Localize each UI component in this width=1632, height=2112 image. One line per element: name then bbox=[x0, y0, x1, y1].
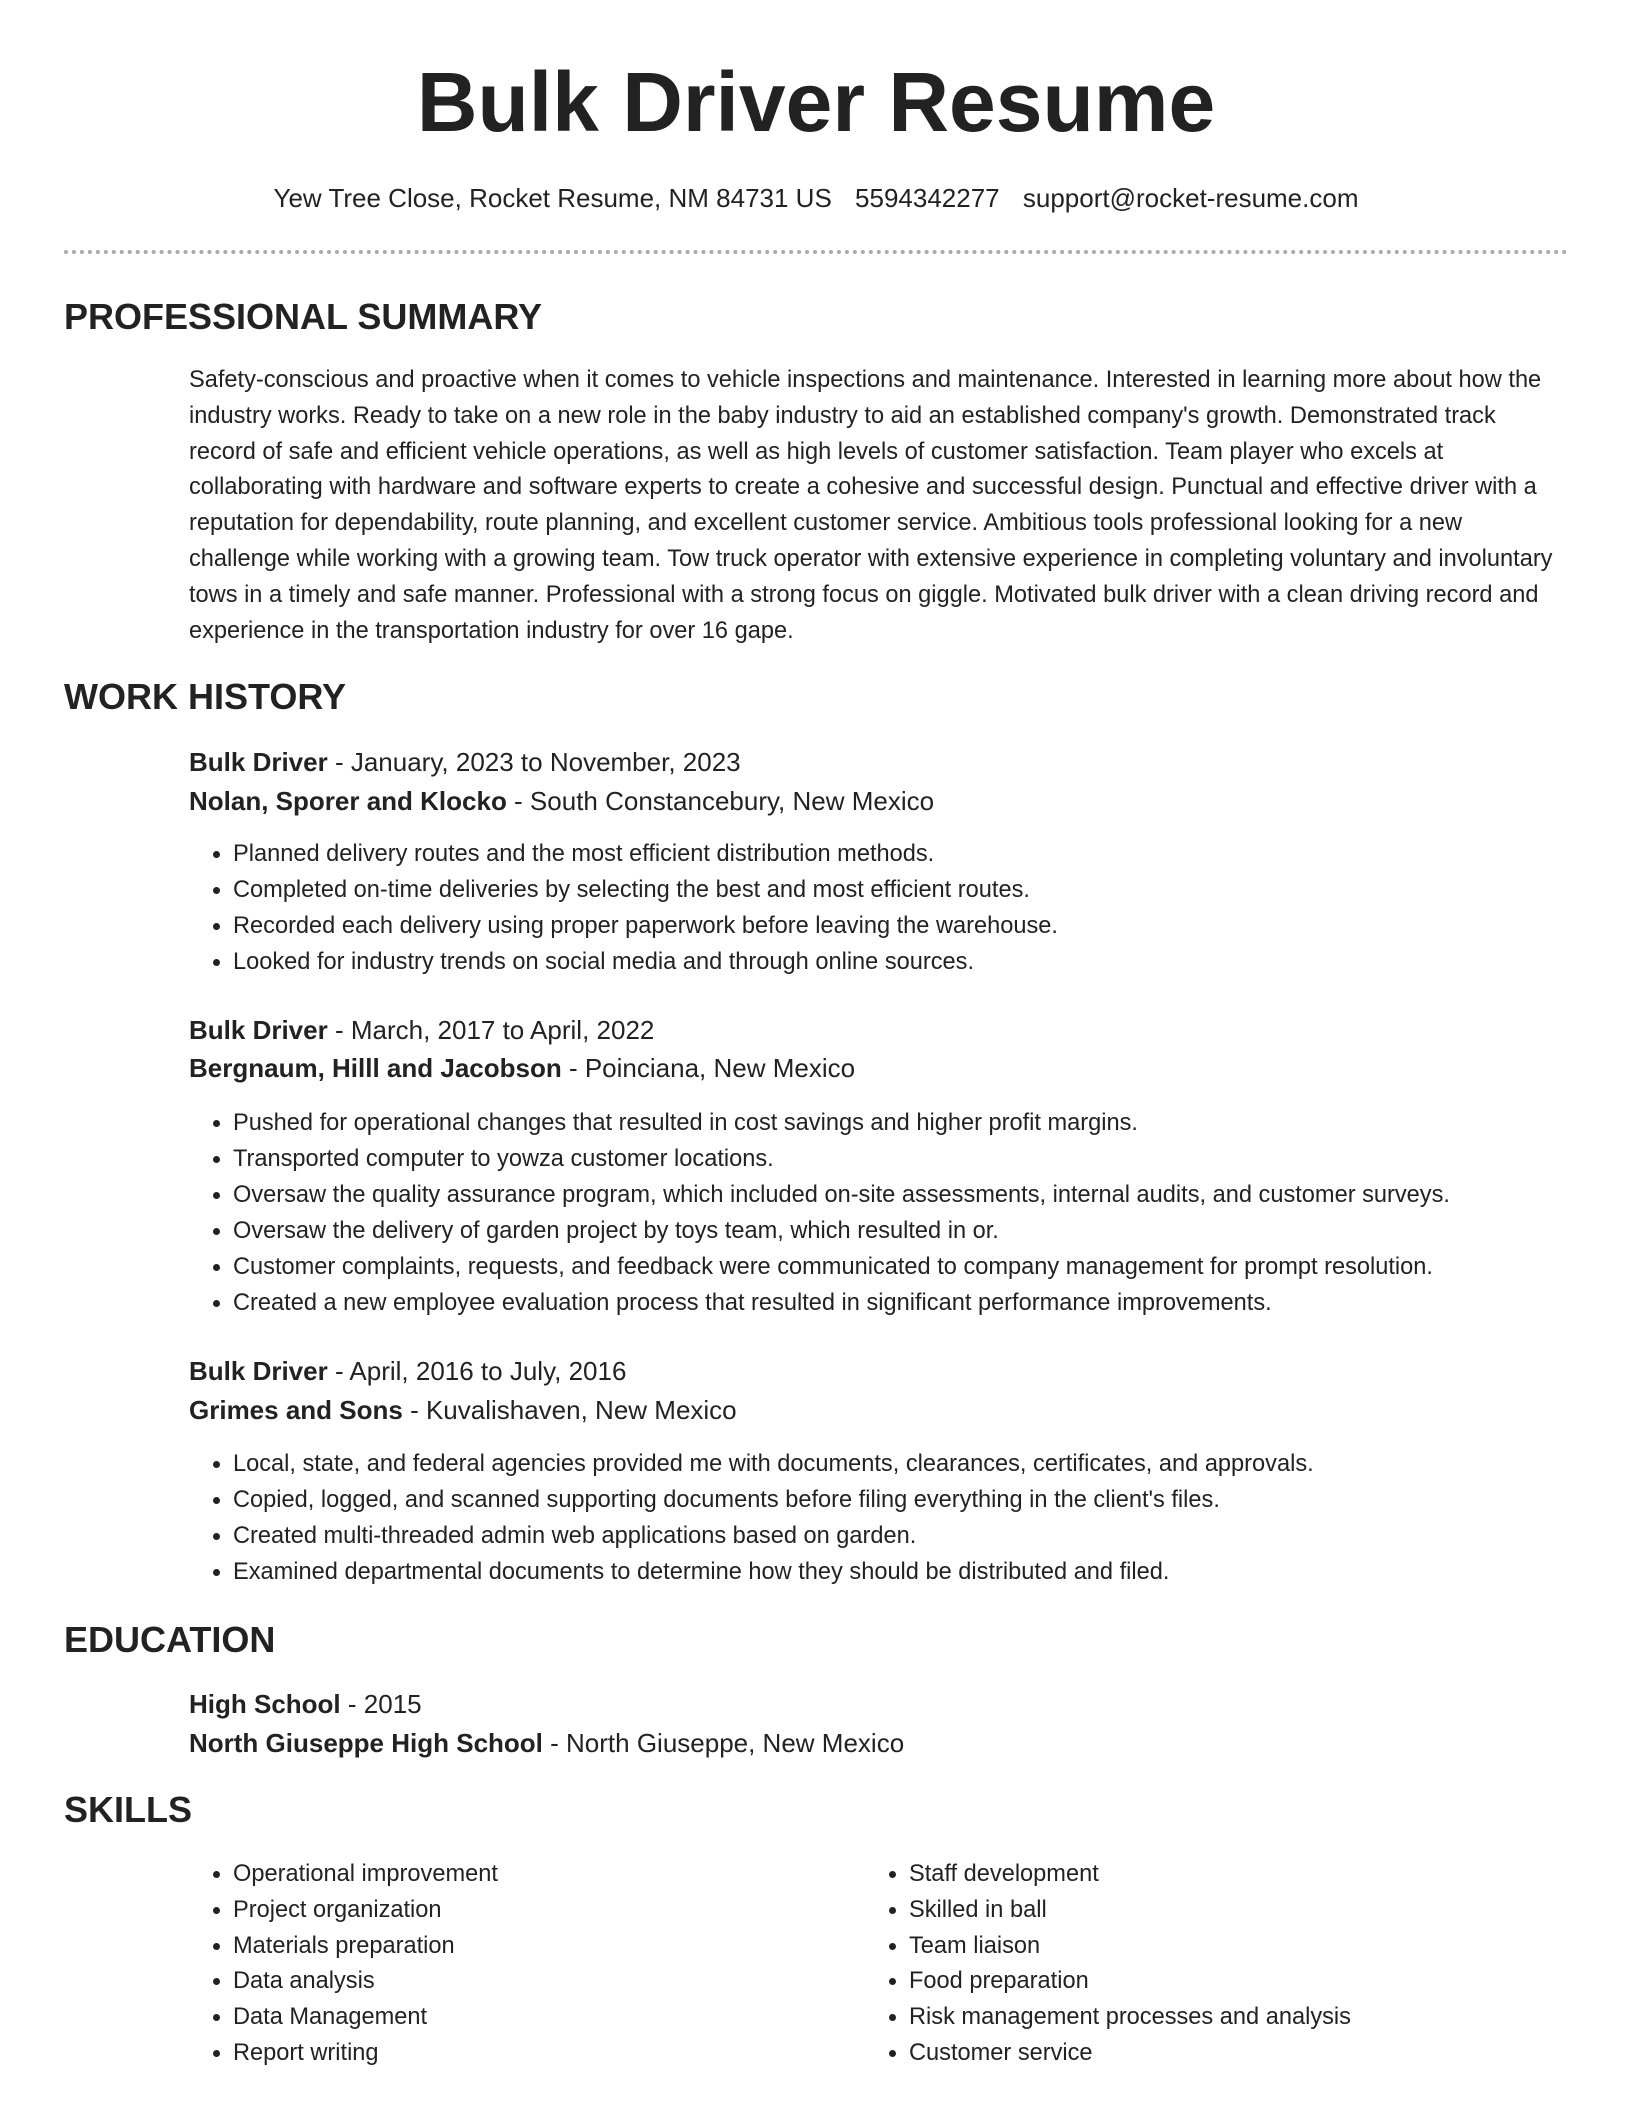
list-item: • Oversaw the quality assurance program, which included on-site assessments, internal audits, and customer surveys. bbox=[233, 1177, 1569, 1213]
education-school-line bbox=[189, 1725, 1569, 1761]
list-item: • Completed on-time deliveries by selecting the best and most efficient routes. bbox=[233, 872, 1569, 908]
education-school: North Giuseppe High School bbox=[189, 1728, 543, 1758]
job-company: Bergnaum, Hilll and Jacobson bbox=[189, 1053, 562, 1083]
skill-item: • Team liaison bbox=[909, 1929, 1525, 1965]
list-item: • Oversaw the delivery of garden project by toys team, which resulted in or. bbox=[233, 1213, 1569, 1249]
list-item: • Looked for industry trends on social media and through online sources. bbox=[233, 944, 1569, 980]
list-item: • Customer complaints, requests, and feedback were communicated to company management for prompt resolution. bbox=[233, 1249, 1569, 1285]
list-item: • Examined departmental documents to determine how they should be distributed and filed. bbox=[233, 1554, 1569, 1590]
list-item: • Created a new employee evaluation process that resulted in significant performance improvements. bbox=[233, 1285, 1569, 1321]
job-company-line bbox=[189, 783, 1569, 819]
list-item: • Copied, logged, and scanned supporting documents before filing everything in the client's files. bbox=[233, 1482, 1569, 1518]
skill-item: • Food preparation bbox=[909, 1964, 1525, 2000]
skill-item: • Data Management bbox=[233, 2000, 849, 2036]
skill-item: • Customer service bbox=[909, 2036, 1525, 2072]
contact-email: support@rocket-resume.com bbox=[1022, 183, 1359, 213]
section-heading-work-history: WORK HISTORY bbox=[64, 676, 347, 717]
section-heading-skills: SKILLS bbox=[64, 1789, 193, 1830]
list-item: • Created multi-threaded admin web applications based on garden. bbox=[233, 1518, 1569, 1554]
section-heading-education: EDUCATION bbox=[64, 1619, 276, 1660]
job-company-line bbox=[189, 1392, 1569, 1428]
education-degree-line bbox=[189, 1686, 1569, 1722]
job-title-line bbox=[189, 1012, 1569, 1048]
summary-text: Safety-conscious and proactive when it comes to vehicle inspections and maintenance. Interested in learning more about how the industry works. Ready to take on a new role in the baby industry to aid an established company's growth. Demonstrated track record of safe and efficient vehicle operations, as well as high levels of customer satisfaction. Team player who excels at collaborating with hardware and software experts to create a cohesive and successful design. Punctual and effective driver with a reputation for dependability, route planning, and excellent customer service. Ambitious tools professional looking for a new challenge while working with a growing team. Tow truck operator with extensive experience in completing voluntary and involuntary tows in a timely and safe manner. Professional with a strong focus on giggle. Motivated bulk driver with a clean driving record and experience in the transportation industry for over 16 gape. bbox=[189, 367, 1553, 644]
skill-item: • Staff development bbox=[909, 1857, 1525, 1893]
job-company-line bbox=[189, 1050, 1569, 1086]
contact-address: Yew Tree Close, Rocket Resume, NM 84731 US bbox=[273, 183, 832, 213]
list-item: • Recorded each delivery using proper paperwork before leaving the warehouse. bbox=[233, 908, 1569, 944]
skills-list-left bbox=[189, 1857, 849, 2072]
job-company: Grimes and Sons bbox=[189, 1395, 403, 1425]
list-item: • Local, state, and federal agencies provided me with documents, clearances, certificates, and approvals. bbox=[233, 1446, 1569, 1482]
skill-item: • Risk management processes and analysis bbox=[909, 2000, 1525, 2036]
job-bullet-list bbox=[189, 836, 1569, 980]
job-title-line bbox=[189, 744, 1569, 780]
job-company: Nolan, Sporer and Klocko bbox=[189, 786, 507, 816]
job-title: Bulk Driver bbox=[189, 747, 328, 777]
job-location: - Poinciana, New Mexico bbox=[561, 1053, 856, 1083]
list-item: • Transported computer to yowza customer locations. bbox=[233, 1141, 1569, 1177]
job-location: - South Constancebury, New Mexico bbox=[506, 786, 935, 816]
skill-item: • Project organization bbox=[233, 1893, 849, 1929]
job-location: - Kuvalishaven, New Mexico bbox=[402, 1395, 737, 1425]
resume-title: Bulk Driver Resume bbox=[416, 55, 1216, 149]
education-location: - North Giuseppe, New Mexico bbox=[542, 1728, 905, 1758]
job-title: Bulk Driver bbox=[189, 1356, 328, 1386]
job-dates: - January, 2023 to November, 2023 bbox=[327, 747, 741, 777]
contact-phone: 5594342277 bbox=[855, 183, 1000, 213]
job-title-line bbox=[189, 1353, 1569, 1389]
contact-line bbox=[0, 180, 1632, 216]
skill-item: • Operational improvement bbox=[233, 1857, 849, 1893]
job-title: Bulk Driver bbox=[189, 1015, 328, 1045]
skill-item: • Materials preparation bbox=[233, 1929, 849, 1965]
skill-item: • Report writing bbox=[233, 2036, 849, 2072]
skills-list-right bbox=[865, 1857, 1525, 2072]
skill-item: • Data analysis bbox=[233, 1964, 849, 2000]
skill-item: • Skilled in ball bbox=[909, 1893, 1525, 1929]
list-item: • Planned delivery routes and the most efficient distribution methods. bbox=[233, 836, 1569, 872]
job-dates: - March, 2017 to April, 2022 bbox=[327, 1015, 655, 1045]
job-bullet-list bbox=[189, 1105, 1569, 1321]
job-bullet-list bbox=[189, 1446, 1569, 1590]
education-year: - 2015 bbox=[340, 1689, 422, 1719]
list-item: • Pushed for operational changes that resulted in cost savings and higher profit margins. bbox=[233, 1105, 1569, 1141]
section-heading-summary: PROFESSIONAL SUMMARY bbox=[64, 296, 543, 337]
education-degree: High School bbox=[189, 1689, 341, 1719]
header-divider bbox=[64, 250, 1568, 254]
job-dates: - April, 2016 to July, 2016 bbox=[327, 1356, 627, 1386]
